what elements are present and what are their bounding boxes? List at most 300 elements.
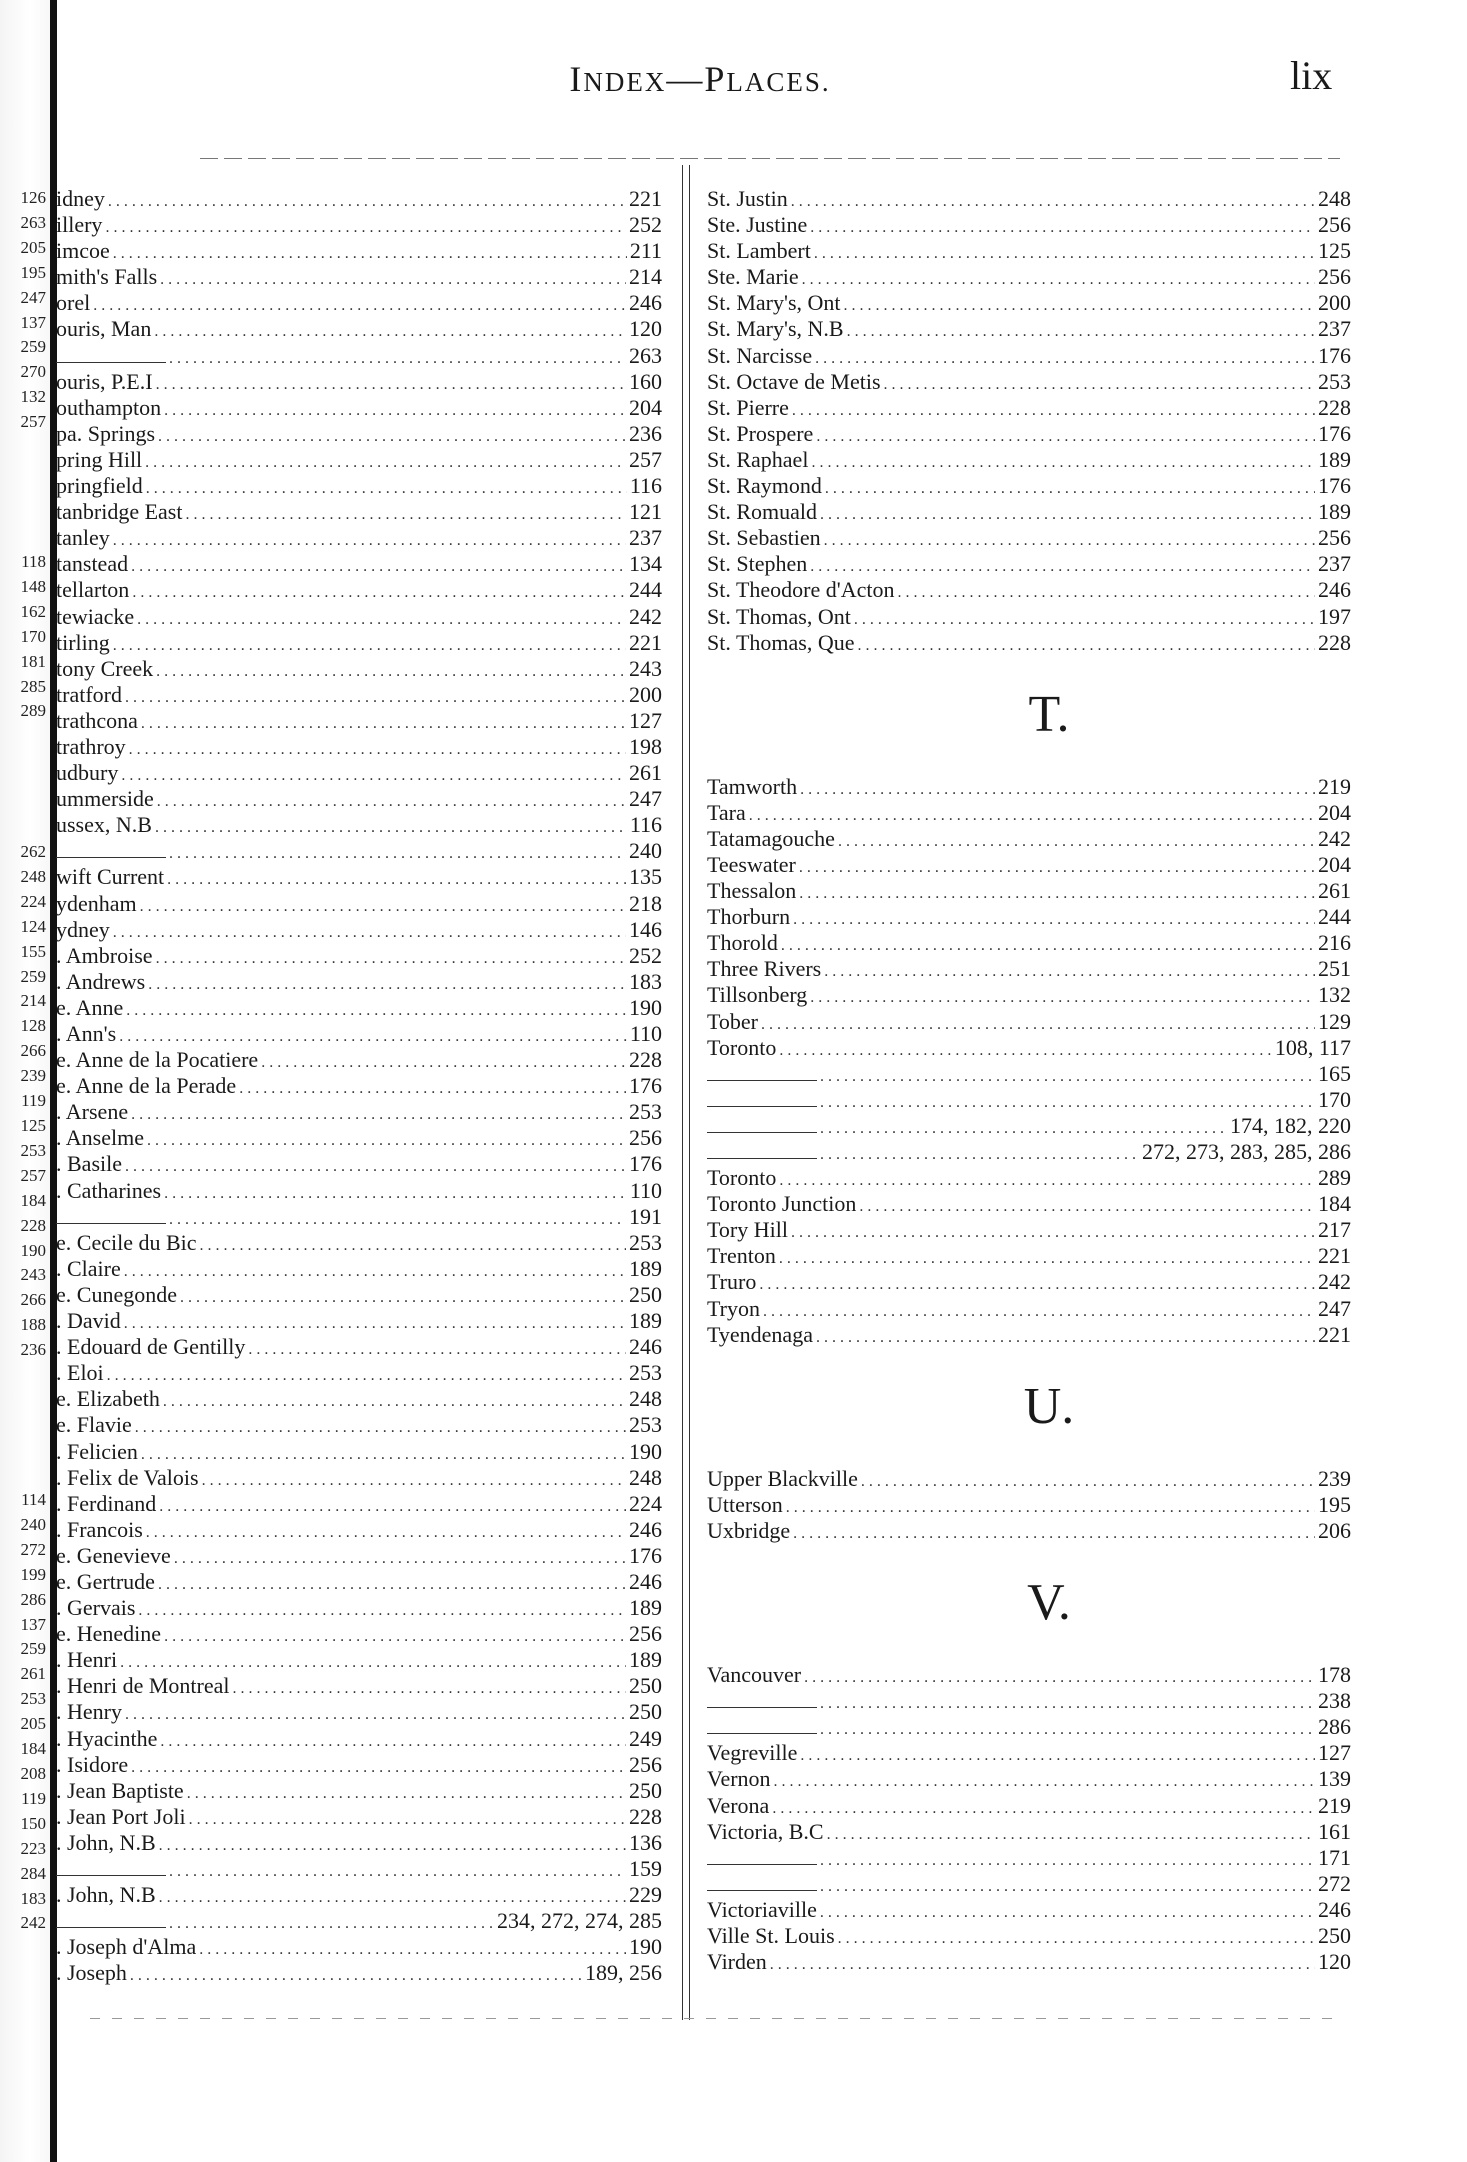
entry-name: tratford [56, 681, 122, 707]
dot-leader [820, 1094, 1315, 1112]
index-entry [56, 1465, 662, 1491]
entry-name: Tyendenaga [707, 1321, 813, 1347]
entry-name [707, 1852, 817, 1865]
dot-leader [749, 807, 1315, 825]
dot-leader [847, 323, 1315, 341]
index-entry [56, 1282, 662, 1308]
entry-pages: 176 [1318, 420, 1351, 446]
gutter-number: 184 [20, 1190, 46, 1210]
entry-name [707, 1878, 817, 1891]
entry-name: Tamworth [707, 773, 798, 799]
entry-name: e. Genevieve [56, 1542, 171, 1568]
index-entry [707, 1766, 1351, 1792]
entry-name: . Henry [56, 1699, 122, 1725]
entry-name: . John, N.B [56, 1829, 156, 1855]
index-entry [707, 1923, 1351, 1949]
index-entry [56, 1621, 662, 1647]
entry-name: St. Mary's, N.B [707, 316, 844, 342]
index-entry [707, 1518, 1351, 1544]
entry-name: . Felix de Valois [56, 1464, 199, 1490]
gutter-number: 240 [20, 1514, 46, 1534]
gutter-number: 284 [20, 1863, 46, 1883]
index-entry [707, 212, 1351, 238]
index-entry [56, 1386, 662, 1412]
section-heading-u: U. [1023, 1377, 1075, 1435]
entry-name: idney [56, 186, 105, 211]
entry-pages: 240 [629, 838, 662, 864]
index-entry [56, 917, 662, 943]
entry-name: . Henri [56, 1647, 118, 1673]
gutter-number: 259 [20, 966, 46, 986]
dot-leader [132, 584, 626, 602]
index-entry [707, 1714, 1351, 1740]
gutter-numbers-middle [0, 550, 46, 724]
index-entry [56, 864, 662, 890]
entry-name: e. Elizabeth [56, 1386, 160, 1412]
dot-leader [820, 1721, 1315, 1739]
entry-name: tanley [56, 525, 110, 551]
gutter-number: 243 [20, 1265, 46, 1285]
index-entry [56, 551, 662, 577]
gutter-number: 124 [20, 916, 46, 936]
dot-leader [820, 1120, 1227, 1138]
dot-leader [157, 793, 626, 811]
gutter-numbers-bottom [0, 1488, 46, 1936]
index-entry [56, 1334, 662, 1360]
entry-name: . John, N.B [56, 1882, 156, 1908]
dot-leader [164, 402, 626, 420]
dot-leader [779, 1042, 1271, 1060]
entry-name: Thessalon [707, 878, 797, 904]
dot-leader [131, 1759, 626, 1777]
index-entry [707, 1322, 1351, 1348]
entry-name: . Henri de Montreal [56, 1673, 230, 1699]
entry-name: St. Stephen [707, 551, 808, 577]
index-entry [707, 447, 1351, 473]
entry-pages: 127 [1318, 1740, 1351, 1766]
gutter-number: 236 [20, 1340, 46, 1360]
entry-pages: 246 [629, 1334, 662, 1360]
gutter-number: 199 [20, 1564, 46, 1584]
entry-pages: 250 [1318, 1922, 1351, 1948]
index-entry [56, 1230, 662, 1256]
entry-name: Utterson [707, 1491, 783, 1517]
entry-name: e. Anne [56, 994, 124, 1020]
gutter-number: 239 [20, 1066, 46, 1086]
index-entry [707, 1949, 1351, 1975]
index-entry [56, 1752, 662, 1778]
entry-name: St. Raymond [707, 473, 822, 499]
entry-name: . Isidore [56, 1751, 129, 1777]
entry-name: Tara [707, 799, 746, 825]
gutter-number: 270 [20, 362, 46, 382]
entry-name: trathcona [56, 707, 138, 733]
index-entry [707, 1871, 1351, 1897]
entry-name: tanbridge East [56, 499, 183, 525]
entry-name: imcoe [56, 238, 110, 264]
dot-leader [811, 454, 1315, 472]
entry-name: pa. Springs [56, 420, 155, 446]
bottom-rule [90, 2018, 1340, 2019]
index-entry [707, 1087, 1351, 1113]
index-entry [56, 369, 662, 395]
entry-name: udbury [56, 760, 119, 786]
gutter-numbers-lower [0, 840, 46, 1363]
dot-leader [146, 1524, 626, 1542]
entry-pages: 238 [1318, 1688, 1351, 1714]
entry-name: . Joseph d'Alma [56, 1934, 197, 1960]
entry-name: Vegreville [707, 1740, 798, 1766]
entry-pages: 214 [629, 264, 662, 290]
index-entry [56, 1021, 662, 1047]
dot-leader [158, 1576, 626, 1594]
entry-name: St. Narcisse [707, 342, 813, 368]
entry-name: tellarton [56, 577, 130, 603]
dot-leader [187, 1785, 626, 1803]
index-entry [56, 891, 662, 917]
entry-name: Virden [707, 1949, 767, 1975]
entry-name: Vernon [707, 1766, 771, 1792]
entry-pages: 211 [629, 238, 662, 264]
index-entry [707, 1009, 1351, 1035]
dot-leader [169, 1915, 494, 1933]
entry-pages: 121 [629, 499, 662, 525]
entry-name [56, 1863, 166, 1876]
gutter-number: 224 [20, 891, 46, 911]
gutter-number: 242 [20, 1913, 46, 1933]
entry-pages: 221 [1318, 1243, 1351, 1269]
index-entry [56, 316, 662, 342]
entry-pages: 171 [1318, 1844, 1351, 1870]
gutter-number: 150 [20, 1813, 46, 1833]
gutter-number: 132 [20, 387, 46, 407]
entry-pages: 272 [1318, 1870, 1351, 1896]
dot-leader [119, 1028, 627, 1046]
index-entry [56, 1673, 662, 1699]
index-entry [56, 212, 662, 238]
entry-pages: 253 [629, 1360, 662, 1386]
gutter-number: 289 [20, 701, 46, 721]
dot-leader [770, 1956, 1315, 1974]
entry-name [56, 845, 166, 858]
top-rule [200, 158, 1340, 159]
dot-leader [810, 989, 1315, 1007]
entry-name: Verona [707, 1792, 770, 1818]
entry-name [56, 1915, 166, 1928]
entry-name: . Francois [56, 1516, 143, 1542]
index-entry [707, 551, 1351, 577]
entry-pages: 253 [1318, 368, 1351, 394]
dot-leader [793, 1525, 1315, 1543]
entry-pages: 224 [629, 1490, 662, 1516]
gutter-number: 170 [20, 626, 46, 646]
entry-pages: 252 [629, 942, 662, 968]
entry-name: Thorold [707, 930, 778, 956]
gutter-number: 214 [20, 991, 46, 1011]
entry-pages: 160 [629, 368, 662, 394]
entry-pages: 252 [629, 212, 662, 238]
entry-name: Tatamagouche [707, 825, 835, 851]
entry-name: Victoriaville [707, 1896, 817, 1922]
entry-name: Ste. Justine [707, 212, 808, 238]
entry-name: tanstead [56, 551, 129, 577]
index-entry [56, 1439, 662, 1465]
index-entry [56, 734, 662, 760]
dot-leader [761, 1016, 1315, 1034]
entry-name: St. Raphael [707, 446, 809, 472]
entry-name: . Ambroise [56, 942, 153, 968]
entry-pages: 239 [1318, 1465, 1351, 1491]
index-entry [707, 421, 1351, 447]
dot-leader [202, 1472, 626, 1490]
index-entry [56, 812, 662, 838]
dot-leader [820, 1878, 1315, 1896]
dot-leader [824, 963, 1315, 981]
entry-pages: 219 [1318, 773, 1351, 799]
index-entry [56, 786, 662, 812]
index-entry [707, 1793, 1351, 1819]
dot-leader [121, 767, 626, 785]
entry-name: ydenham [56, 890, 137, 916]
column-divider [682, 165, 690, 2020]
entry-name: illery [56, 212, 103, 238]
entry-pages: 246 [629, 1568, 662, 1594]
index-entry [56, 995, 662, 1021]
entry-pages: 228 [1318, 394, 1351, 420]
index-entry [56, 1256, 662, 1282]
dot-leader [861, 1473, 1315, 1491]
index-entry [56, 1543, 662, 1569]
entry-pages: 246 [629, 290, 662, 316]
dot-leader [147, 1132, 626, 1150]
dot-leader [130, 1967, 582, 1985]
entry-pages: 234, 272, 274, 285 [497, 1908, 662, 1934]
index-entry [707, 395, 1351, 421]
section-heading-v: V. [1027, 1574, 1071, 1632]
index-entry [56, 1699, 662, 1725]
gutter-number: 128 [20, 1016, 46, 1036]
dot-leader [164, 1185, 627, 1203]
index-entry [707, 982, 1351, 1008]
entry-pages: 110 [629, 1021, 662, 1046]
entry-name: Ville St. Louis [707, 1922, 835, 1948]
entry-pages: 116 [629, 473, 662, 499]
index-entry [56, 1125, 662, 1151]
gutter-number: 259 [20, 1639, 46, 1659]
entry-pages: 237 [1318, 551, 1351, 577]
index-entry [56, 1517, 662, 1543]
index-entry [56, 630, 662, 656]
gutter-number: 272 [20, 1539, 46, 1559]
entry-name: tony Creek [56, 655, 154, 681]
entry-name: ussex, N.B [56, 812, 152, 838]
index-entry [56, 1830, 662, 1856]
entry-pages: 244 [1318, 904, 1351, 930]
dot-leader [140, 898, 626, 916]
entry-pages: 174, 182, 220 [1230, 1112, 1351, 1138]
dot-leader [174, 1550, 626, 1568]
gutter-number: 205 [20, 237, 46, 257]
entry-name: Three Rivers [707, 956, 822, 982]
dot-leader [158, 428, 626, 446]
gutter-number: 266 [20, 1290, 46, 1310]
entry-pages: 190 [629, 1438, 662, 1464]
entry-pages: 243 [629, 655, 662, 681]
entry-pages: 256 [629, 1621, 662, 1647]
gutter-number: 125 [20, 1115, 46, 1135]
entry-pages: 229 [629, 1882, 662, 1908]
dot-leader [763, 1303, 1315, 1321]
dot-leader [816, 1329, 1315, 1347]
entry-name: . Gervais [56, 1595, 136, 1621]
dot-leader [759, 1276, 1315, 1294]
dot-leader [248, 1341, 626, 1359]
index-entry [56, 1934, 662, 1960]
dot-leader [131, 1106, 626, 1124]
dot-leader [156, 376, 626, 394]
entry-name: Vancouver [707, 1662, 802, 1688]
dot-leader [774, 1773, 1315, 1791]
entry-pages: 189 [629, 1647, 662, 1673]
gutter-number: 266 [20, 1041, 46, 1061]
gutter-number: 118 [21, 552, 46, 571]
dot-leader [844, 297, 1315, 315]
entry-pages: 176 [1318, 473, 1351, 499]
entry-pages: 134 [629, 551, 662, 577]
dot-leader [164, 1628, 626, 1646]
entry-pages: 176 [629, 1073, 662, 1099]
gutter-number: 162 [20, 601, 46, 621]
entry-pages: 256 [1318, 212, 1351, 238]
section-heading-t: T. [1028, 685, 1070, 743]
dot-leader [154, 323, 626, 341]
dot-leader [125, 1706, 626, 1724]
index-entry [56, 1908, 662, 1934]
entry-pages: 132 [1318, 982, 1351, 1008]
gutter-number: 261 [20, 1664, 46, 1684]
entry-pages: 242 [1318, 1269, 1351, 1295]
entry-name: . Eloi [56, 1360, 104, 1386]
entry-pages: 247 [629, 786, 662, 812]
entry-pages: 178 [1318, 1662, 1351, 1688]
entry-pages: 248 [629, 1386, 662, 1412]
entry-pages: 228 [629, 1047, 662, 1073]
entry-name: Tryon [707, 1295, 760, 1321]
entry-pages: 159 [629, 1856, 662, 1881]
dot-leader [160, 1733, 626, 1751]
entry-name: tewiacke [56, 603, 135, 629]
entry-name: Thorburn [707, 904, 791, 930]
index-entry [707, 473, 1351, 499]
dot-leader [189, 1811, 626, 1829]
dot-leader [810, 219, 1315, 237]
entry-pages: 216 [1318, 930, 1351, 956]
index-entry [56, 1647, 662, 1673]
entry-pages: 248 [1318, 186, 1351, 211]
index-entry [707, 630, 1351, 656]
entry-name: orel [56, 290, 91, 316]
dot-leader [125, 1158, 626, 1176]
entry-pages: 221 [629, 629, 662, 655]
index-entry [707, 1845, 1351, 1871]
entry-name: . Ferdinand [56, 1490, 157, 1516]
entry-name: e. Flavie [56, 1412, 132, 1438]
entry-pages: 256 [629, 1751, 662, 1777]
entry-name: tirling [56, 629, 110, 655]
gutter-number: 181 [20, 651, 46, 671]
entry-name: e. Cunegonde [56, 1281, 177, 1307]
gutter-number: 248 [20, 866, 46, 886]
gutter-number: 285 [20, 676, 46, 696]
entry-name: . Claire [56, 1255, 121, 1281]
index-entry [56, 1360, 662, 1386]
index-entry [707, 1740, 1351, 1766]
entry-name: e. Cecile du Bic [56, 1229, 197, 1255]
index-entry [707, 1296, 1351, 1322]
gutter-number: 183 [20, 1888, 46, 1908]
dot-leader [200, 1237, 626, 1255]
index-entry [707, 369, 1351, 395]
dot-leader [820, 1852, 1315, 1870]
entry-name: ummerside [56, 786, 154, 812]
dot-leader [897, 584, 1315, 602]
dot-leader [799, 859, 1315, 877]
dot-leader [791, 193, 1315, 211]
dot-leader [93, 297, 626, 315]
entry-name: . Jean Baptiste [56, 1777, 184, 1803]
dot-leader [105, 219, 626, 237]
gutter-number: 257 [20, 1165, 46, 1185]
index-entry [56, 1151, 662, 1177]
index-entry [707, 577, 1351, 603]
entry-pages: 250 [629, 1673, 662, 1699]
index-entry [707, 186, 1351, 212]
dot-leader [815, 350, 1315, 368]
entry-pages: 176 [1318, 342, 1351, 368]
entry-pages: 139 [1318, 1766, 1351, 1792]
dot-leader [125, 689, 626, 707]
index-entry [707, 290, 1351, 316]
page-number: lix [1290, 53, 1333, 98]
entry-pages: 228 [629, 1803, 662, 1829]
entry-name: Uxbridge [707, 1517, 791, 1543]
gutter-number: 205 [20, 1714, 46, 1734]
entry-name: St. Theodore d'Acton [707, 577, 895, 603]
dot-leader [159, 1889, 626, 1907]
index-entry [707, 1113, 1351, 1139]
entry-pages: 250 [629, 1699, 662, 1725]
entry-pages: 218 [629, 890, 662, 916]
entry-pages: 116 [629, 812, 662, 838]
entry-pages: 248 [629, 1464, 662, 1490]
dot-leader [159, 1837, 626, 1855]
index-entry [707, 1035, 1351, 1061]
entry-pages: 253 [629, 1412, 662, 1438]
page-title: INDEX—PLACES. [569, 59, 831, 99]
gutter-number: 188 [20, 1315, 46, 1335]
entry-pages: 242 [629, 603, 662, 629]
entry-name: St. Romuald [707, 499, 818, 525]
entry-pages: 249 [629, 1725, 662, 1751]
entry-pages: 125 [1318, 238, 1351, 264]
entry-pages: 120 [1318, 1949, 1351, 1975]
entry-name: ouris, P.E.I [56, 368, 153, 394]
entry-name: St. Sebastien [707, 525, 821, 551]
dot-leader [810, 558, 1315, 576]
entry-pages: 176 [629, 1542, 662, 1568]
dot-leader [141, 715, 626, 733]
entry-pages: 206 [1318, 1517, 1351, 1543]
